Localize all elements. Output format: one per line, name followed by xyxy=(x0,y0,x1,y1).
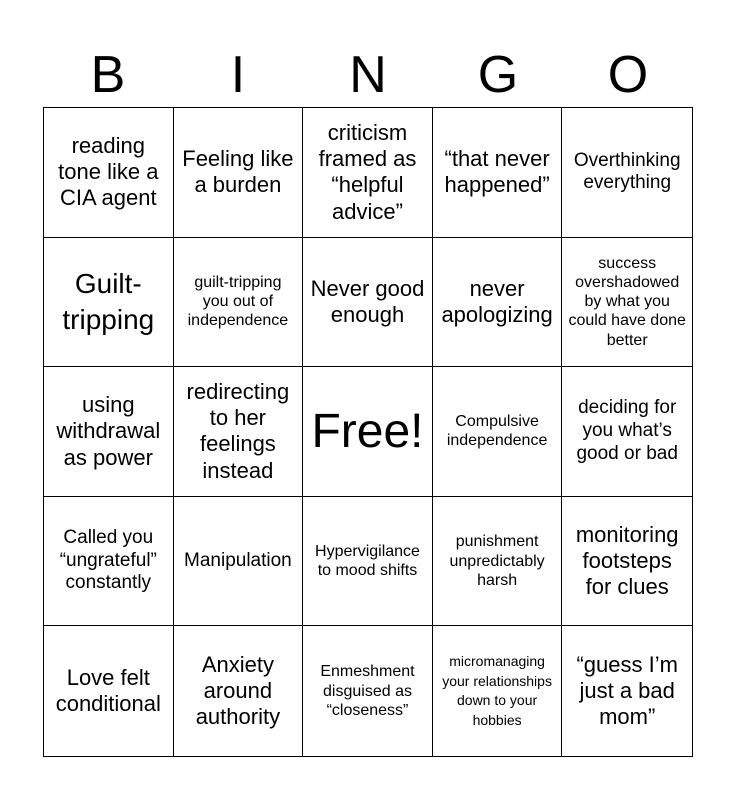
bingo-cell[interactable]: redirecting to her feelings instead xyxy=(174,367,304,497)
header-letter-n: N xyxy=(349,46,387,104)
bingo-cell[interactable]: Hypervigilance to mood shifts xyxy=(303,497,433,627)
bingo-cell[interactable]: “guess I’m just a bad mom” xyxy=(576,651,678,730)
bingo-cell[interactable]: Guilt-tripping xyxy=(44,238,174,368)
bingo-cell[interactable]: Overthinking everything xyxy=(562,108,692,238)
header-letter-b: B xyxy=(90,46,126,104)
free-space-cell[interactable]: Free! xyxy=(303,367,433,497)
bingo-cell[interactable]: Manipulation xyxy=(174,497,304,627)
bingo-cell[interactable]: “that never happened” xyxy=(433,108,563,238)
bingo-cell[interactable]: Enmeshment disguised as “closeness” xyxy=(303,626,433,756)
header-letter-o: O xyxy=(607,46,649,104)
bingo-cell[interactable]: punishment unpredictably harsh xyxy=(433,497,563,627)
bingo-cell[interactable]: micromanaging your relationships down to your hobbies xyxy=(433,626,563,756)
bingo-grid xyxy=(43,107,693,757)
bingo-header xyxy=(43,44,693,106)
header-letter-g: G xyxy=(477,46,519,104)
bingo-cell[interactable]: criticism framed as “helpful advice” xyxy=(303,108,433,238)
bingo-cell[interactable]: Compulsive independence xyxy=(433,367,563,497)
bingo-cell[interactable]: guilt-tripping you out of independence xyxy=(174,238,304,368)
bingo-cell[interactable]: Never good enough xyxy=(303,238,433,368)
header-letter-i: I xyxy=(230,46,246,104)
bingo-cell[interactable]: Anxiety around authority xyxy=(174,626,304,756)
bingo-cell[interactable]: never apologizing xyxy=(433,238,563,368)
bingo-cell[interactable]: deciding for you what’s good or bad xyxy=(562,367,692,497)
bingo-cell[interactable]: reading tone like a CIA agent xyxy=(44,108,174,238)
bingo-cell[interactable]: using withdrawal as power xyxy=(44,367,174,497)
bingo-cell[interactable]: Called you “ungrateful” constantly xyxy=(44,497,174,627)
bingo-cell[interactable]: monitoring footsteps for clues xyxy=(562,497,692,627)
bingo-cell[interactable]: Love felt conditional xyxy=(44,626,174,756)
bingo-cell[interactable]: Feeling like a burden xyxy=(174,108,304,238)
bingo-cell[interactable]: success overshadowed by what you could have done better xyxy=(562,238,692,368)
